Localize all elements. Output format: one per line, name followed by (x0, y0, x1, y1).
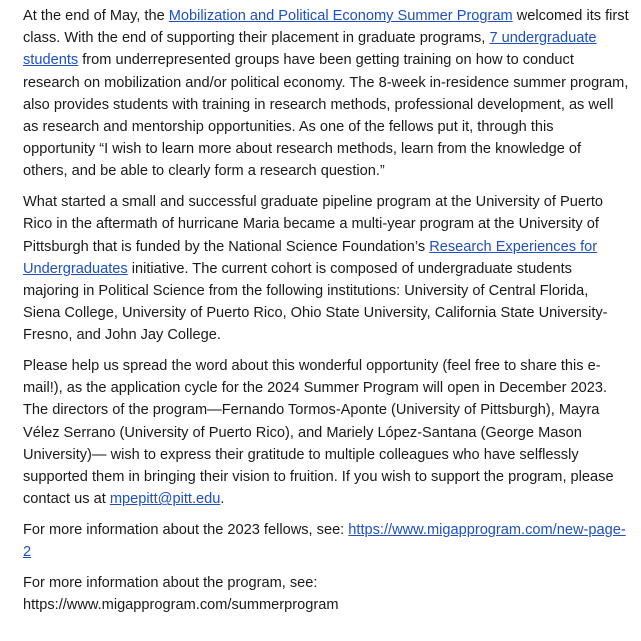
paragraph-text: . (220, 491, 225, 508)
paragraph-text: from underrepresented groups have been getting training on how to conduct research on mobilization and/or political economy. The 8-week in-residence summer program, also provides students with training in research methods, professional development, as well as research and mentorship opportunities. As one of the fellows put it, through this opportunity “I wish to learn more about research methods, learn from the knowledge of others, and be able to clearly form a research question.” (23, 52, 629, 180)
paragraph-fellows-info (23, 519, 629, 563)
document-body (23, 5, 629, 625)
reu-link[interactable]: Research Experiences for Undergraduates (23, 238, 598, 277)
email-link[interactable]: mpepitt@pitt.edu (109, 491, 221, 508)
paragraph-text: For more information about the program, see: https://www.migapprogram.com/summerprogram (23, 574, 339, 614)
paragraph-program-info (23, 572, 629, 616)
paragraph-text: For more information about the 2023 fellows, see: (23, 521, 349, 538)
program-link[interactable]: Mobilization and Political Economy Summer Program (168, 8, 513, 24)
paragraph-history (23, 191, 629, 346)
paragraph-text: What started a small and successful graduate pipeline program at the University of Puerto Rico in the aftermath of hurricane Maria became a multi-year program at the University of Pittsburgh that is funded by the National Science Foundation’s (23, 194, 603, 255)
students-link[interactable]: 7 undergraduate students (23, 30, 597, 69)
paragraph-text: welcomed its first class. With the end of supporting their placement in graduate programs, (23, 8, 629, 47)
paragraph-text: At the end of May, the (23, 8, 169, 24)
paragraph-intro (23, 5, 629, 183)
paragraph-text: initiative. The current cohort is composed of undergraduate students majoring in Political Science from the following institutions: University of Central Florida, Siena College, University of Puerto Rico, Ohio State University, California State University-Fresno, and John Jay College. (23, 260, 608, 344)
paragraph-call-to-action (23, 355, 629, 510)
fellows-page-link[interactable]: https://www.migapprogram.com/new-page-2 (23, 521, 626, 561)
paragraph-text: Please help us spread the word about this wonderful opportunity (feel free to share this e-mail!), as the application cycle for the 2024 Summer Program will open in December 2023. The directors of the program—Fernando Tormos-Aponte (University of Pittsburgh), Mayra Vélez Serrano (University of Puerto Rico), and Mariely López-Santana (George Mason University)— wish to express their gratitude to multiple colleagues who have selflessly supported them in bringing their vision to fruition. If you wish to support the program, please contact us at (23, 358, 614, 508)
